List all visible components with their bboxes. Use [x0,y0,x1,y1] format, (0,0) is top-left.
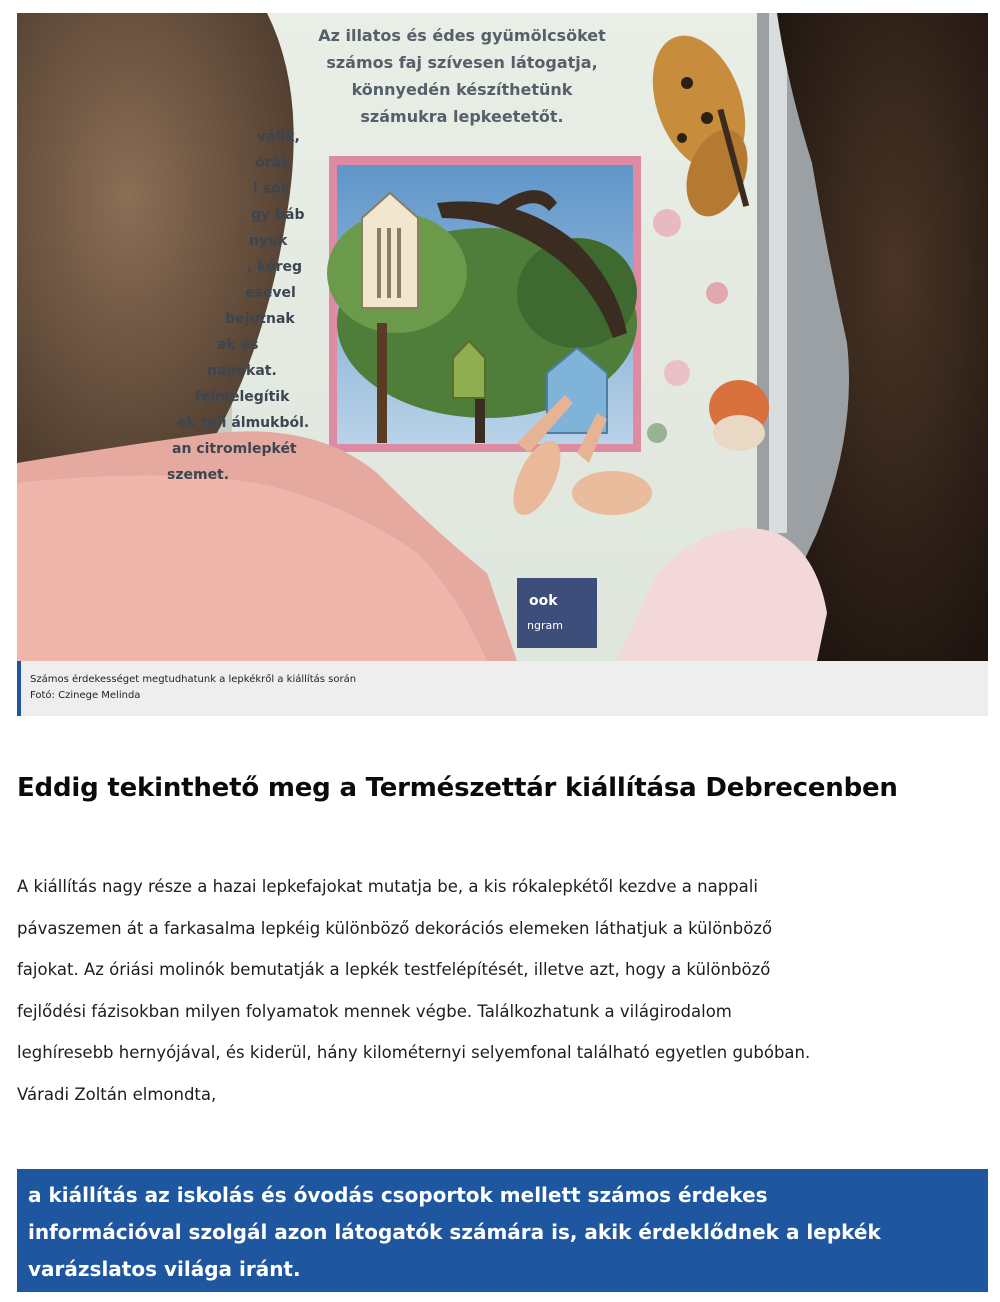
paragraph-line: fejlődési fázisokban milyen folyamatok mennek végbe. Találkozhatunk a világirodalom [17,1001,732,1021]
caption-text: Számos érdekességet megtudhatunk a lepkékről a kiállítás során [30,674,357,685]
paragraph-line: leghíresebb hernyójával, és kiderül, hány kilométernyi selyemfonal található egyetlen gubóban. [17,1043,811,1062]
article-subheading: Eddig tekinthető meg a Természettár kiállítása Debrecenben [17,773,898,803]
panel-text-left-line: ek téli álmukból. [177,415,310,431]
photo-illustration [17,13,988,661]
article-paragraph [17,866,982,1115]
panel-text-left-line: ak és [217,337,259,353]
poster-fragment-2: ngram [527,619,563,632]
paragraph-line: Váradi Zoltán elmondta, [17,1084,217,1104]
panel-text-left-line: i sok [253,181,290,197]
paragraph-line: fajokat. Az óriási molinók bemutatják a lepkék testfelépítését, illetve azt, hogy a különböző [17,960,771,979]
panel-text-top-line: számukra lepkeetetőt. [360,107,564,126]
panel-text-top-line: számos faj szívesen látogatja, [326,53,598,72]
quote-line: a kiállítás az iskolás és óvodás csoportok mellett számos érdekes [28,1183,768,1207]
paragraph-line: pávaszemen át a farkasalma lepkéig különböző dekorációs elemeken láthatjuk a különböző [17,918,773,938]
quote-line: információval szolgál azon látogatók számára is, akik érdeklődnek a lepkék [28,1220,881,1244]
panel-text-left-line: válik, [257,129,300,145]
panel-text-left-line: bejutnak [225,311,295,327]
panel-text-top-line: könnyedén készíthetünk [351,80,573,99]
panel-text-left-line: , kéreg [247,259,303,275]
pull-quote [17,1169,988,1292]
panel-text-left-line: esével [245,285,296,301]
photo-caption [17,661,988,716]
quote-line: varázslatos világa iránt. [28,1257,301,1281]
article-photo [17,13,988,661]
photo-credit: Fotó: Czinege Melinda [30,690,141,701]
poster-fragment-1: ook [529,593,558,609]
paragraph-line: A kiállítás nagy része a hazai lepkefajokat mutatja be, a kis rókalepkétől kezdve a nappali [17,877,758,896]
panel-text-left-line: szemet. [167,467,230,483]
panel-text-left-line: órák [255,155,291,171]
panel-text-left-line: napokat. [207,363,277,379]
panel-text-top-line: Az illatos és édes gyümölcsöket [318,26,606,45]
panel-text-left-line: gy báb [251,207,305,223]
panel-text-left-line: nyuk [249,233,288,249]
panel-text-left-line: an citromlepkét [172,441,297,457]
panel-text-left-line: felmelegítik [195,389,290,405]
